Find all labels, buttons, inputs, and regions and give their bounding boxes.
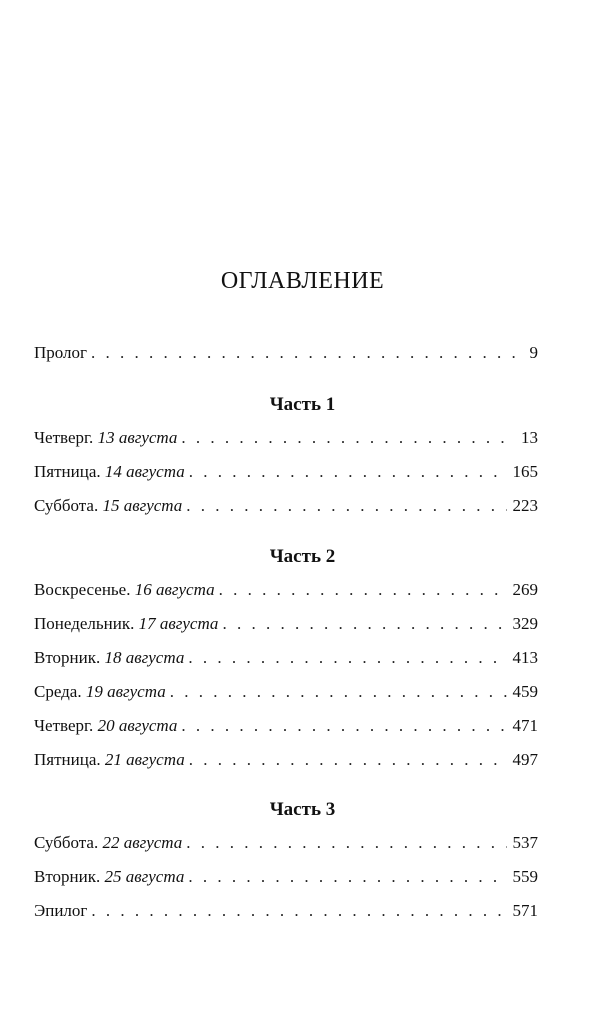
entry-label: Пролог <box>34 343 88 362</box>
entry-date: 17 августа <box>138 614 219 633</box>
dot-leader <box>91 901 506 921</box>
toc-entry[interactable] <box>34 682 538 706</box>
entry-label: Среда. 19 августа <box>34 682 166 701</box>
toc-entry[interactable] <box>34 428 538 452</box>
entry-date: 19 августа <box>85 682 166 701</box>
toc-entry[interactable] <box>34 648 538 672</box>
entry-page-number: 537 <box>512 833 538 852</box>
part-heading-3: Часть 3 <box>269 799 336 820</box>
entry-page-number: 559 <box>512 867 538 886</box>
dot-leader <box>181 428 515 448</box>
toc-entry[interactable] <box>34 833 538 857</box>
entry-label: Пятница. 21 августа <box>34 750 185 769</box>
dot-leader <box>189 750 507 770</box>
entry-label: Пятница. 14 августа <box>34 462 185 481</box>
dot-leader <box>219 580 507 600</box>
entry-page-number: 329 <box>512 614 538 633</box>
page-title: ОГЛАВЛЕНИЕ <box>220 268 385 294</box>
dot-leader <box>189 462 507 482</box>
entry-label: Понедельник. 17 августа <box>34 614 219 633</box>
entry-label: Воскресенье. 16 августа <box>34 580 215 599</box>
entry-page-number: 9 <box>529 343 538 362</box>
part-heading-2: Часть 2 <box>269 546 336 567</box>
entry-page-number: 269 <box>512 580 538 599</box>
entry-date: 20 августа <box>97 716 178 735</box>
dot-leader <box>91 343 523 363</box>
entry-date: 22 августа <box>102 833 183 852</box>
entry-page-number: 13 <box>521 428 538 447</box>
toc-entry[interactable] <box>34 867 538 891</box>
part-heading-1: Часть 1 <box>269 394 336 415</box>
dot-leader <box>222 614 506 634</box>
entry-page-number: 165 <box>512 462 538 481</box>
entry-page-number: 571 <box>512 901 538 920</box>
toc-entry[interactable] <box>34 716 538 740</box>
entry-date: 14 августа <box>104 462 185 481</box>
toc-entry[interactable] <box>34 462 538 486</box>
entry-page-number: 223 <box>512 496 538 515</box>
entry-date: 18 августа <box>104 648 185 667</box>
entry-page-number: 471 <box>512 716 538 735</box>
toc-entry-epilogue[interactable] <box>34 901 538 925</box>
toc-entry[interactable] <box>34 580 538 604</box>
entry-label: Эпилог <box>34 901 88 920</box>
toc-entry[interactable] <box>34 750 538 774</box>
entry-label: Суббота. 22 августа <box>34 833 183 852</box>
toc-entry[interactable] <box>34 496 538 520</box>
entry-date: 21 августа <box>104 750 185 769</box>
entry-date: 25 августа <box>104 867 185 886</box>
dot-leader <box>188 867 506 887</box>
entry-label: Вторник. 25 августа <box>34 867 185 886</box>
entry-label: Вторник. 18 августа <box>34 648 185 667</box>
toc-entry[interactable] <box>34 614 538 638</box>
dot-leader <box>186 833 506 853</box>
dot-leader <box>181 716 506 736</box>
entry-label: Четверг. 20 августа <box>34 716 178 735</box>
entry-page-number: 497 <box>512 750 538 769</box>
entry-date: 13 августа <box>97 428 178 447</box>
entry-page-number: 459 <box>512 682 538 701</box>
entry-label: Четверг. 13 августа <box>34 428 178 447</box>
toc-entry-prologue[interactable] <box>34 343 538 367</box>
entry-date: 15 августа <box>102 496 183 515</box>
dot-leader <box>170 682 507 702</box>
entry-date: 16 августа <box>134 580 215 599</box>
dot-leader <box>188 648 506 668</box>
entry-label: Суббота. 15 августа <box>34 496 183 515</box>
dot-leader <box>186 496 506 516</box>
entry-page-number: 413 <box>512 648 538 667</box>
